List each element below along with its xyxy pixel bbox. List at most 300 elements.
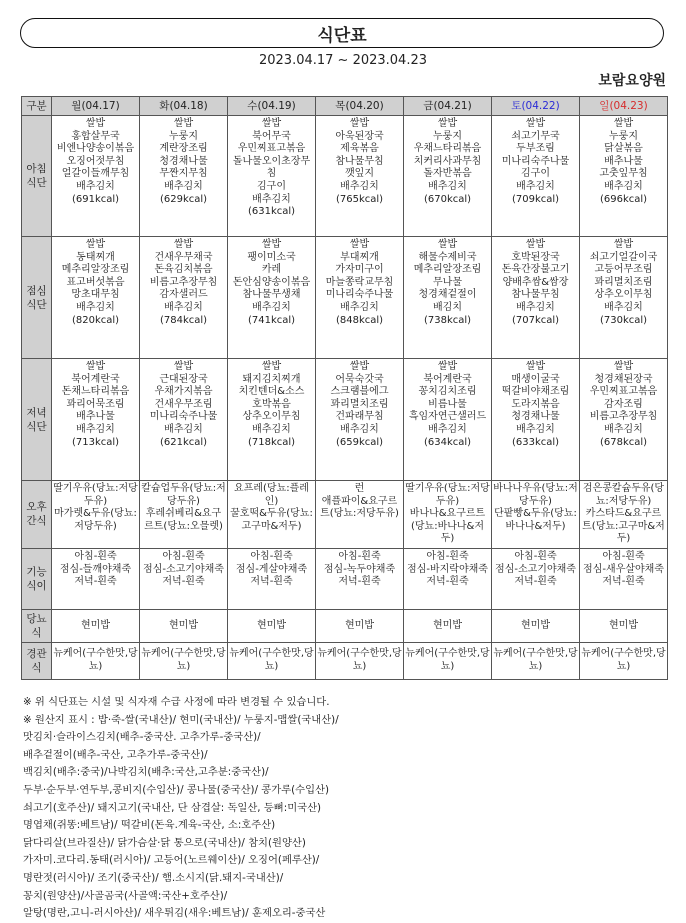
menu-cell — [580, 359, 668, 481]
menu-item: 상추오이무침 — [242, 411, 301, 423]
menu-item: 양배추쌈&쌈장 — [502, 276, 569, 288]
menu-item: 아침-흰죽 — [250, 550, 293, 562]
note-line: 명란젓(러시아)/ 조기(중국산)/ 햄.소시지(닭.돼지-국내산)/ — [23, 871, 284, 884]
menu-item: (738kcal) — [423, 314, 472, 326]
menu-item: 배추김치 — [340, 180, 379, 192]
menu-item: 아침-흰죽 — [338, 550, 381, 562]
menu-item: 카레 — [261, 264, 282, 276]
menu-item: 뉴케어(구수한맛,당뇨) — [581, 648, 666, 672]
menu-item: 배추김치 — [604, 180, 643, 192]
menu-item: 표고버섯볶음 — [66, 276, 125, 288]
note-line: 가자미.코다리.동태(러시아)/ 고등어(노르웨이산)/ 오징어(페루산)/ — [23, 854, 320, 867]
menu-item: 애플파이&요구르트(당뇨:저당두유) — [320, 495, 399, 520]
menu-cell — [316, 548, 404, 609]
menu-item: 무나물 — [433, 276, 462, 288]
menu-cell — [492, 481, 580, 549]
menu-item: 저녁-흰죽 — [426, 576, 469, 588]
menu-item: 쌀밥 — [437, 118, 458, 129]
menu-item: 뉴케어(구수한맛,당뇨) — [141, 648, 226, 672]
menu-item: 참나물무침 — [335, 155, 384, 167]
menu-cell — [580, 237, 668, 359]
menu-item: 건새우무채국 — [154, 251, 213, 263]
menu-item: 배추김치 — [76, 423, 115, 435]
menu-cell — [228, 116, 316, 237]
menu-item: 미나리숙주나물 — [501, 155, 570, 167]
menu-cell — [404, 359, 492, 481]
menu-item: (730kcal) — [599, 314, 648, 326]
menu-item: 마가렛&두유(당뇨:저당두유) — [54, 508, 137, 532]
menu-item: (621kcal) — [159, 436, 208, 448]
row-label-line: 경관 — [26, 647, 47, 660]
menu-item: 배추나물 — [604, 155, 643, 167]
menu-cell — [492, 359, 580, 481]
menu-item: 뉴케어(구수한맛,당뇨) — [229, 648, 314, 672]
menu-item: 저녁-흰죽 — [250, 576, 293, 588]
menu-item: 돼지김치찌개 — [242, 373, 301, 385]
menu-item: 건새우무조림 — [154, 398, 213, 410]
row-label-line: 식단 — [26, 420, 47, 433]
date-range: 2023.04.17 ~ 2023.04.23 — [258, 53, 428, 68]
note-line: 꽁치(원양산)/사골곰국(사골액:국산+호주산)/ — [23, 889, 228, 902]
menu-item: (848kcal) — [335, 314, 384, 326]
menu-item: 아침-흰죽 — [602, 550, 645, 562]
menu-item: (718kcal) — [247, 436, 296, 448]
menu-cell — [140, 116, 228, 237]
row-label-line: 당뇨 — [26, 612, 47, 625]
menu-cell — [52, 237, 140, 359]
note-line: 맛김치·슬라이스김치(배추-중국산. 고추가루-중국산)/ — [23, 731, 261, 744]
menu-item: 단팥빵&두유(당뇨:바나나&저두) — [494, 508, 577, 532]
menu-item: 쌀밥 — [613, 361, 634, 372]
menu-item: 아침-흰죽 — [162, 550, 205, 562]
menu-item: 북어계란국 — [71, 373, 120, 385]
row-label — [22, 481, 52, 549]
menu-item: 가자미구이 — [335, 264, 384, 276]
menu-item: (634kcal) — [423, 436, 472, 448]
menu-item: 우채가지볶음 — [154, 386, 213, 398]
menu-item: (631kcal) — [247, 206, 296, 218]
notes-section — [23, 694, 663, 923]
menu-item: 두부조림 — [516, 143, 555, 155]
menu-item: 배추김치 — [428, 180, 467, 192]
menu-cell — [492, 116, 580, 237]
menu-item: 꿀호떡&두유(당뇨:고구마&저두) — [230, 508, 313, 532]
menu-item: (765kcal) — [335, 193, 384, 205]
menu-item: 점심-바지락야채죽 — [407, 563, 488, 575]
menu-cell — [316, 609, 404, 642]
menu-table — [21, 96, 668, 680]
menu-item: 감자샐러드 — [159, 289, 208, 301]
menu-item: 누룽지 — [169, 130, 198, 142]
menu-row — [22, 116, 668, 237]
menu-body — [22, 116, 668, 680]
menu-cell — [228, 481, 316, 549]
menu-item: 부대찌개 — [340, 251, 379, 263]
day-header-sunday: 일(04.23) — [580, 97, 668, 116]
menu-item: 김구이 — [521, 168, 550, 180]
menu-item: 칼슘업두유(당뇨:저당두유) — [141, 483, 226, 507]
menu-item: 점심-게살야채죽 — [235, 563, 308, 575]
menu-cell — [228, 548, 316, 609]
menu-item: 참나물무침 — [511, 289, 560, 301]
menu-cell — [404, 642, 492, 679]
menu-item: 쌀밥 — [437, 239, 458, 250]
menu-item: 쌀밥 — [173, 361, 194, 372]
menu-item: (696kcal) — [599, 193, 648, 205]
menu-item: 누룽지 — [609, 130, 638, 142]
menu-item: 현미밥 — [609, 619, 638, 631]
menu-item: 팽이미소국 — [247, 251, 296, 263]
menu-item: 마늘쫑락교무침 — [325, 276, 394, 288]
menu-cell — [580, 609, 668, 642]
day-header: 금(04.21) — [404, 97, 492, 116]
menu-cell — [316, 116, 404, 237]
menu-item: 북어계란국 — [423, 373, 472, 385]
menu-item: 돈채느타리볶음 — [61, 386, 130, 398]
menu-cell — [492, 609, 580, 642]
menu-item: 우채느타리볶음 — [413, 143, 482, 155]
menu-cell — [228, 237, 316, 359]
menu-item: 상추오이무침 — [594, 289, 653, 301]
menu-item: 비엔나양송이볶음 — [56, 143, 135, 155]
menu-row — [22, 609, 668, 642]
menu-item: 쌀밥 — [173, 118, 194, 129]
menu-item: 배추김치 — [516, 423, 555, 435]
menu-item: 흑임자연근샐러드 — [408, 411, 487, 423]
menu-item: 어묵숙갓국 — [335, 373, 384, 385]
menu-item: 배추김치 — [164, 423, 203, 435]
menu-item: 미나리숙주나물 — [325, 289, 394, 301]
menu-cell — [580, 642, 668, 679]
menu-item: 배추김치 — [604, 301, 643, 313]
menu-item: (678kcal) — [599, 436, 648, 448]
menu-item: 쌀밥 — [349, 118, 370, 129]
page-title: 식단표 — [317, 25, 367, 46]
menu-item: 계란장조림 — [159, 143, 208, 155]
menu-cell — [140, 359, 228, 481]
menu-item: 배추김치 — [516, 180, 555, 192]
menu-item: 쌀밥 — [525, 239, 546, 250]
menu-item: 오징어젓무침 — [66, 155, 125, 167]
menu-item: 배추김치 — [164, 180, 203, 192]
menu-item: 닭살볶음 — [604, 143, 643, 155]
row-label-line: 식단 — [26, 177, 47, 189]
menu-cell — [140, 548, 228, 609]
menu-cell — [140, 642, 228, 679]
menu-item: (629kcal) — [159, 193, 208, 205]
menu-item: 배추김치 — [76, 180, 115, 192]
menu-item: 아침-흰죽 — [74, 550, 117, 562]
menu-item: 쌀밥 — [261, 118, 282, 129]
note-line: 쇠고기(호주산)/ 돼지고기(국내산, 단 삼겹살: 독일산, 등뼈:미국산) — [23, 801, 322, 814]
menu-item: 북어무국 — [252, 130, 291, 142]
row-label-line: 기능 — [26, 565, 47, 578]
menu-item: 쌀밥 — [261, 239, 282, 250]
row-label-line: 식 — [31, 626, 42, 639]
menu-item: (741kcal) — [247, 314, 296, 326]
menu-item: 쌀밥 — [349, 239, 370, 250]
menu-item: (691kcal) — [71, 193, 120, 205]
header-row — [22, 97, 668, 116]
note-line: 두부·순두부·연두부,콩비지(수입산)/ 콩나물(중국산)/ 콩가루(수입산) — [23, 783, 330, 796]
menu-item: 배추김치 — [516, 301, 555, 313]
menu-item: 뉴케어(구수한맛,당뇨) — [493, 648, 578, 672]
menu-cell — [228, 609, 316, 642]
menu-item: 깻잎지 — [345, 168, 374, 180]
menu-cell — [404, 237, 492, 359]
row-label — [22, 116, 52, 237]
menu-item: 해물수제비국 — [418, 251, 477, 263]
menu-item: 망초대무침 — [71, 289, 120, 301]
menu-item: (670kcal) — [423, 193, 472, 205]
menu-row — [22, 237, 668, 359]
menu-item: 저녁-흰죽 — [162, 576, 205, 588]
menu-item: 꽁치김치조림 — [418, 386, 477, 398]
menu-item: 청경채된장국 — [594, 373, 653, 385]
menu-item: 청경채나물 — [511, 411, 560, 423]
menu-item: 배추김치 — [340, 423, 379, 435]
menu-item: 아욱된장국 — [335, 130, 384, 142]
menu-item: 저녁-흰죽 — [602, 576, 645, 588]
menu-cell — [404, 548, 492, 609]
menu-cell — [492, 237, 580, 359]
menu-item: 후레쉬베리&요구르트(당뇨:오믈렛) — [144, 508, 223, 532]
menu-item: 돈안심양송이볶음 — [232, 276, 311, 288]
menu-item: 우민찌표고볶음 — [589, 386, 658, 398]
menu-item: 도라지볶음 — [511, 398, 560, 410]
menu-item: 쌀밥 — [525, 361, 546, 372]
menu-item: 점심-소고기야채죽 — [495, 563, 576, 575]
menu-item: (820kcal) — [71, 314, 120, 326]
row-label-line: 오후 — [26, 501, 47, 514]
menu-item: 쌀밥 — [349, 361, 370, 372]
menu-item: 배김치 — [433, 301, 462, 313]
menu-item: 꽈리멸치조림 — [594, 276, 653, 288]
header-label: 구분 — [22, 97, 52, 116]
day-header: 수(04.19) — [228, 97, 316, 116]
row-label-line: 점심 — [26, 284, 47, 297]
menu-cell — [52, 116, 140, 237]
menu-item: 쇠고기얼갈이국 — [589, 251, 658, 263]
menu-item: 점심-새우살야채죽 — [583, 563, 664, 575]
day-header: 화(04.18) — [140, 97, 228, 116]
menu-item: 뉴케어(구수한맛,당뇨) — [405, 648, 490, 672]
menu-item: 현미밥 — [521, 619, 550, 631]
menu-cell — [492, 642, 580, 679]
menu-item: 검은콩칼슘두유(당뇨:저당두유) — [582, 483, 665, 507]
menu-cell — [316, 481, 404, 549]
menu-item: 배추김치 — [76, 301, 115, 313]
menu-item: 런 — [354, 483, 365, 494]
menu-row — [22, 481, 668, 549]
day-header-saturday: 토(04.22) — [492, 97, 580, 116]
menu-cell — [140, 609, 228, 642]
menu-item: 청경채나물 — [159, 155, 208, 167]
menu-item: 카스타드&요구르트(당뇨:고구마&저두) — [582, 508, 665, 545]
menu-cell — [52, 359, 140, 481]
menu-item: 돌나물오이초장무침 — [232, 155, 311, 180]
row-label-line: 식 — [31, 661, 42, 674]
menu-item: 바나나&요구르트(당뇨:바나나&저두) — [409, 508, 486, 545]
menu-item: 딸기우유(당뇨:저당두유) — [53, 483, 138, 507]
menu-item: 배추김치 — [604, 423, 643, 435]
menu-item: 돈육간장불고기 — [501, 264, 570, 276]
menu-item: 배추김치 — [340, 301, 379, 313]
menu-item: 얼갈이들깨무침 — [61, 168, 130, 180]
menu-item: 제육볶음 — [340, 143, 379, 155]
menu-item: 근대된장국 — [159, 373, 208, 385]
day-header: 월(04.17) — [52, 97, 140, 116]
menu-item: (633kcal) — [511, 436, 560, 448]
menu-item: 꽈리멸치조림 — [330, 398, 389, 410]
menu-item: 호박볶음 — [252, 398, 291, 410]
menu-item: 누룽지 — [433, 130, 462, 142]
menu-item: (707kcal) — [511, 314, 560, 326]
menu-item: 현미밥 — [169, 619, 198, 631]
menu-cell — [140, 237, 228, 359]
menu-item: 미나리숙주나물 — [149, 411, 218, 423]
menu-item: (784kcal) — [159, 314, 208, 326]
menu-cell — [404, 116, 492, 237]
menu-cell — [52, 642, 140, 679]
menu-item: 스크램블에그 — [330, 386, 389, 398]
menu-cell — [316, 237, 404, 359]
menu-item: 홍합살무국 — [71, 130, 120, 142]
menu-item: 점심-소고기야채죽 — [143, 563, 224, 575]
menu-cell — [580, 116, 668, 237]
menu-item: 쌀밥 — [613, 118, 634, 129]
menu-item: 김구이 — [257, 180, 286, 192]
menu-item: 뉴케어(구수한맛,당뇨) — [317, 648, 402, 672]
menu-item: 저녁-흰죽 — [514, 576, 557, 588]
row-label-line: 아침 — [26, 163, 47, 175]
menu-row — [22, 359, 668, 481]
menu-cell — [580, 548, 668, 609]
menu-cell — [52, 609, 140, 642]
menu-item: 매생이굴국 — [511, 373, 560, 385]
row-label-line: 저녁 — [26, 406, 47, 419]
organization-name: 보람요양원 — [598, 73, 666, 89]
menu-cell — [316, 642, 404, 679]
row-label — [22, 548, 52, 609]
menu-item: 참나물무생채 — [242, 289, 301, 301]
menu-item: 고춧잎무침 — [599, 168, 648, 180]
menu-cell — [404, 609, 492, 642]
menu-item: 돈육김치볶음 — [154, 264, 213, 276]
menu-item: 요프레(당뇨:플레인) — [234, 483, 309, 507]
menu-item: 점심-들깨야채죽 — [59, 563, 132, 575]
menu-row — [22, 642, 668, 679]
menu-item: 꽈리어묵조림 — [66, 398, 125, 410]
menu-item: 배추김치 — [164, 301, 203, 313]
menu-item: 청경채겉절이 — [418, 289, 477, 301]
menu-cell — [580, 481, 668, 549]
menu-item: 무짠지무침 — [159, 168, 208, 180]
menu-item: 저녁-흰죽 — [74, 576, 117, 588]
menu-item: 건파래무침 — [335, 411, 384, 423]
menu-cell — [492, 548, 580, 609]
menu-item: 쌀밥 — [261, 361, 282, 372]
menu-item: 호박된장국 — [511, 251, 560, 263]
row-label — [22, 237, 52, 359]
menu-item: 비름나물 — [428, 398, 467, 410]
menu-item: 배추김치 — [252, 193, 291, 205]
note-line: 배추겉절이(배추-국산, 고추가루-중국산)/ — [23, 748, 208, 761]
title-box — [20, 18, 664, 48]
menu-item: 쌀밥 — [437, 361, 458, 372]
menu-cell — [52, 481, 140, 549]
note-line: 명엽채(쥐똥:베트남)/ 떡갈비(돈육.계육-국산, 소:호주산) — [23, 819, 276, 832]
menu-item: (659kcal) — [335, 436, 384, 448]
menu-item: 바나나우유(당뇨:저당두유) — [493, 483, 578, 507]
note-line: 닭다리살(브라질산)/ 닭가슴살·닭 통으로(국내산)/ 참치(원양산) — [23, 836, 306, 849]
menu-item: 딸기우유(당뇨:저당두유) — [405, 483, 490, 507]
menu-item: 점심-녹두야채죽 — [323, 563, 396, 575]
menu-cell — [228, 642, 316, 679]
menu-item: (713kcal) — [71, 436, 120, 448]
menu-item: 고등어무조림 — [594, 264, 653, 276]
menu-item: 치커리사과무침 — [413, 155, 482, 167]
row-label-line: 식단 — [26, 298, 47, 311]
menu-item: 뉴케어(구수한맛,당뇨) — [53, 648, 138, 672]
row-label — [22, 609, 52, 642]
menu-item: 현미밥 — [81, 619, 110, 631]
note-line: ※ 원산지 표시 : 밥·죽-쌀(국내산)/ 현미(국내산)/ 누룽지-맵쌀(국내산)/ — [23, 713, 339, 726]
day-header: 목(04.20) — [316, 97, 404, 116]
menu-item: 저녁-흰죽 — [338, 576, 381, 588]
menu-item: 감자조림 — [604, 398, 643, 410]
menu-item: 쌀밥 — [173, 239, 194, 250]
menu-item: 치킨텐더&소스 — [238, 386, 305, 398]
note-line: ※ 위 식단표는 시설 및 식자재 수급 사정에 따라 변경될 수 있습니다. — [23, 696, 330, 708]
menu-item: 동태찌개 — [76, 251, 115, 263]
menu-row — [22, 548, 668, 609]
menu-item: 쌀밥 — [613, 239, 634, 250]
menu-item: 현미밥 — [433, 619, 462, 631]
menu-cell — [52, 548, 140, 609]
menu-item: 배추김치 — [428, 423, 467, 435]
menu-item: 비름고추장무침 — [589, 411, 658, 423]
menu-item: 비름고추장무침 — [149, 276, 218, 288]
menu-item: 우민찌표고볶음 — [237, 143, 306, 155]
menu-item: 쌀밥 — [85, 118, 106, 129]
menu-item: (709kcal) — [511, 193, 560, 205]
row-label-line: 간식 — [26, 515, 47, 528]
menu-item: 쌀밥 — [85, 361, 106, 372]
note-line: 알탕(명란,고니-러시아산)/ 새우튀김(새우:베트남)/ 훈제오리-중국산 — [23, 907, 326, 920]
menu-item: 떡갈비야채조림 — [501, 386, 570, 398]
menu-item: 현미밥 — [257, 619, 286, 631]
menu-cell — [228, 359, 316, 481]
row-label — [22, 642, 52, 679]
menu-item: 아침-흰죽 — [426, 550, 469, 562]
menu-item: 메추리알장조림 — [61, 264, 130, 276]
menu-item: 배추김치 — [252, 423, 291, 435]
menu-cell — [140, 481, 228, 549]
row-label — [22, 359, 52, 481]
menu-cell — [404, 481, 492, 549]
menu-item: 돌자반볶음 — [423, 168, 472, 180]
row-label-line: 식이 — [26, 579, 47, 592]
menu-item: 쌀밥 — [525, 118, 546, 129]
menu-item: 아침-흰죽 — [514, 550, 557, 562]
menu-item: 쌀밥 — [85, 239, 106, 250]
menu-item: 메추리알장조림 — [413, 264, 482, 276]
note-line: 백김치(배추:중국)/나박김치(배추:국산,고추분:중국산)/ — [23, 766, 269, 779]
menu-item: 쇠고기무국 — [511, 130, 560, 142]
menu-cell — [316, 359, 404, 481]
menu-item: 배추김치 — [252, 301, 291, 313]
